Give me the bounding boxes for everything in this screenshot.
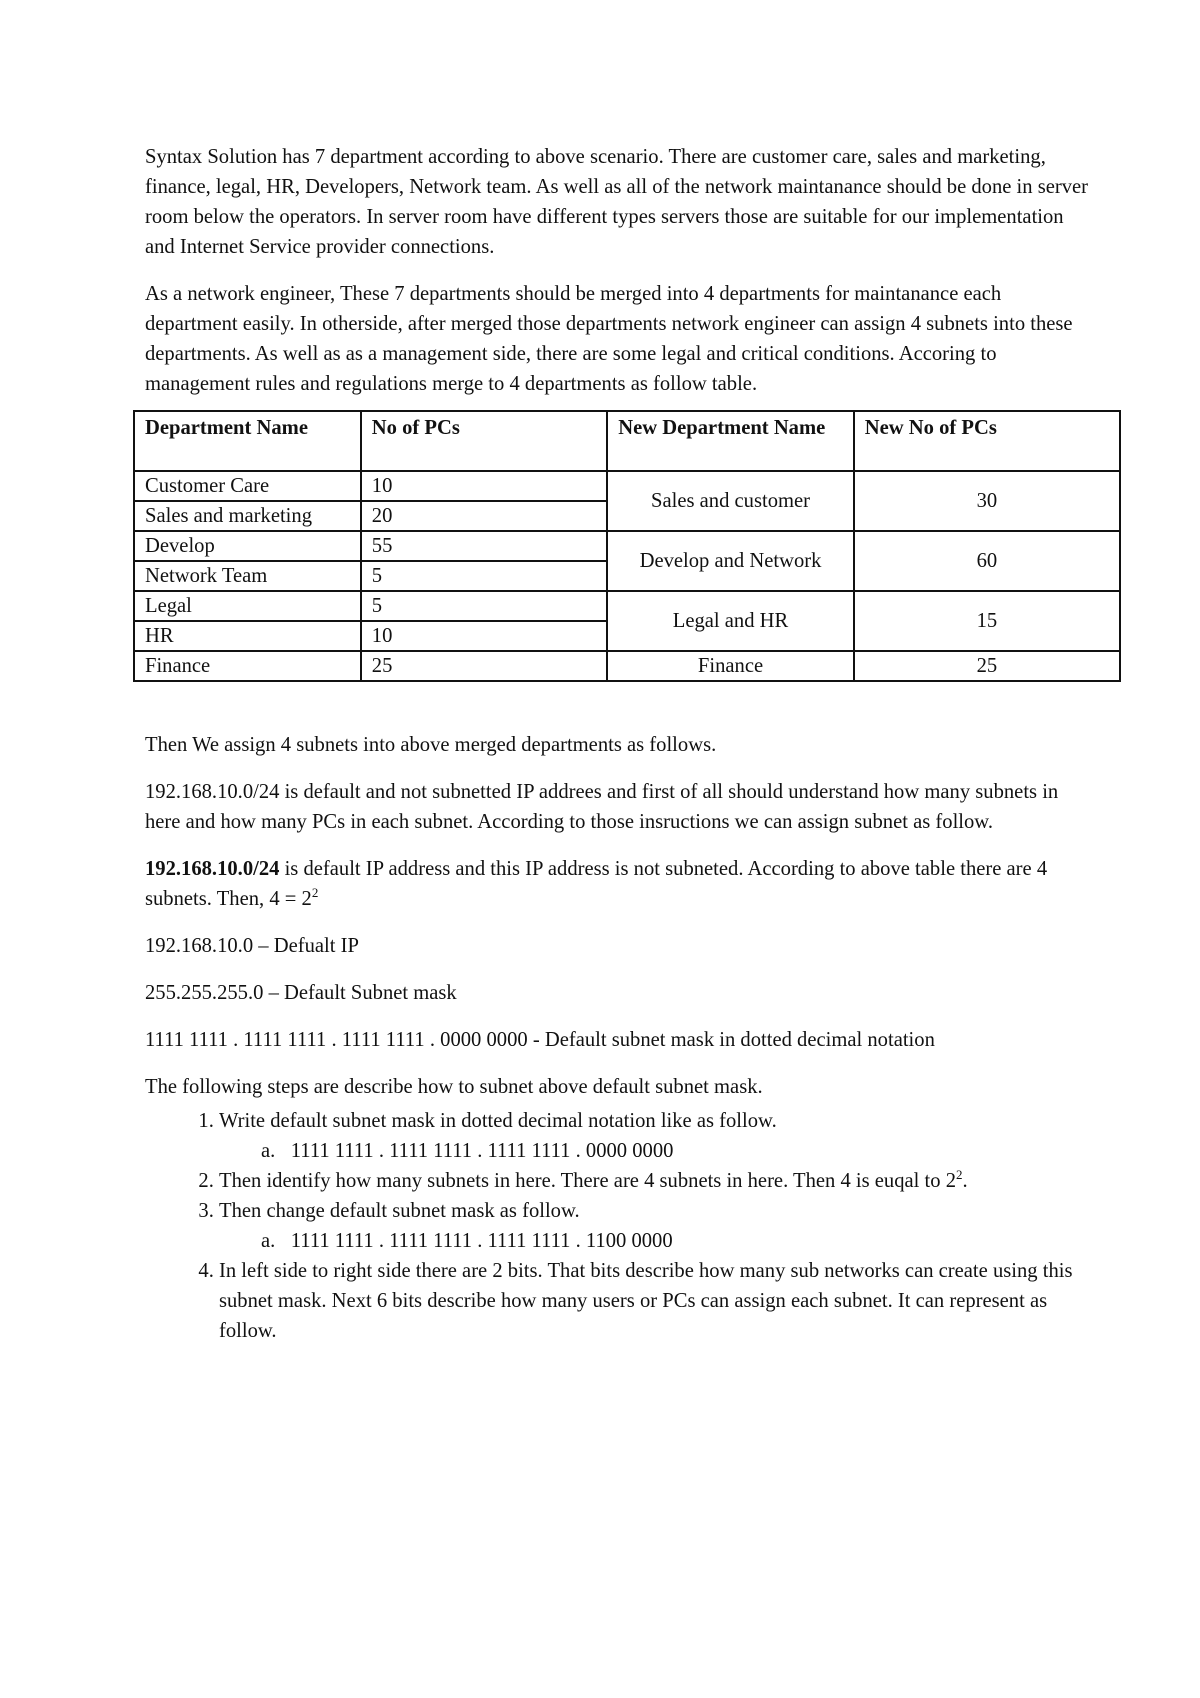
body-paragraph: 255.255.255.0 – Default Subnet mask <box>145 982 457 1004</box>
dept-pcs-cell: 20 <box>361 501 608 531</box>
table-header-cell: New No of PCs <box>854 411 1120 471</box>
sub-text: 1111 1111 . 1111 1111 . 1111 1111 . 1100 0000 <box>290 1230 673 1252</box>
table-header-cell: New Department Name <box>607 411 854 471</box>
step-text: In left side to right side there are 2 bits. That bits describe how many sub networks can create using this subnet mask. Next 6 bits describe how many users or PCs can assign each subnet. It can represent as follow. <box>219 1260 1073 1342</box>
dept-name-cell: Develop <box>134 531 361 561</box>
new-dept-name-cell: Sales and customer <box>607 471 854 531</box>
dept-name-cell: Network Team <box>134 561 361 591</box>
new-dept-name-cell: Develop and Network <box>607 531 854 591</box>
dept-name-cell: Sales and marketing <box>134 501 361 531</box>
body-paragraph: 192.168.10.0/24 is default and not subnetted IP addrees and first of all should understand how many subnets in here and how many PCs in each subnet. According to those insructions we can assign subnet as follow. <box>145 781 1059 833</box>
table-header-cell: Department Name <box>134 411 361 471</box>
new-dept-pcs-cell: 30 <box>854 471 1120 531</box>
table-header-row <box>134 411 1120 471</box>
dept-pcs-cell: 55 <box>361 531 608 561</box>
new-dept-pcs-cell: 15 <box>854 591 1120 651</box>
list-item <box>219 1106 1090 1166</box>
new-dept-name-cell: Finance <box>607 651 854 681</box>
step-text: Then identify how many subnets in here. There are 4 subnets in here. Then 4 is euqal to 2 <box>219 1170 956 1192</box>
dept-name-cell: Legal <box>134 591 361 621</box>
table-row <box>134 531 1120 561</box>
step-text: Write default subnet mask in dotted decimal notation like as follow. <box>219 1110 777 1132</box>
sub-list-item <box>261 1136 1090 1166</box>
sub-list <box>219 1226 1090 1256</box>
new-dept-pcs-cell: 60 <box>854 531 1120 591</box>
exponent: 2 <box>956 1167 963 1183</box>
dept-pcs-cell: 10 <box>361 471 608 501</box>
body-paragraph: Then We assign 4 subnets into above merged departments as follows. <box>145 734 717 756</box>
dept-pcs-cell: 5 <box>361 591 608 621</box>
dept-pcs-cell: 5 <box>361 561 608 591</box>
dept-pcs-cell: 10 <box>361 621 608 651</box>
steps-list <box>145 1106 1090 1346</box>
table-row <box>134 591 1120 621</box>
document-page <box>145 142 1090 1346</box>
intro-paragraph-1: Syntax Solution has 7 department according to above scenario. There are customer care, sales and marketing, finance, legal, HR, Developers, Network team. As well as all of the network maintanance should be done in server room below the operators. In server room have different types servers those are suitable for our implementation and Internet Service provider connections. <box>145 146 1089 258</box>
body-paragraph: The following steps are describe how to subnet above default subnet mask. <box>145 1076 763 1098</box>
step-text: Then change default subnet mask as follow. <box>219 1200 580 1222</box>
body-paragraph: 192.168.10.0 – Defualt IP <box>145 935 359 957</box>
list-item <box>219 1166 1090 1196</box>
dept-name-cell: HR <box>134 621 361 651</box>
paragraph-text: is default IP address and this IP address is not subneted. According to above table there are 4 subnets. Then, 4 = 2 <box>145 858 1048 910</box>
table-row <box>134 651 1120 681</box>
bold-ip: 192.168.10.0/24 <box>145 858 280 880</box>
department-table <box>133 410 1121 682</box>
sub-list <box>219 1136 1090 1166</box>
new-dept-pcs-cell: 25 <box>854 651 1120 681</box>
table-header-cell: No of PCs <box>361 411 608 471</box>
sub-marker: a. <box>261 1230 276 1252</box>
sub-text: 1111 1111 . 1111 1111 . 1111 1111 . 0000 0000 <box>290 1140 674 1162</box>
dept-name-cell: Customer Care <box>134 471 361 501</box>
intro-paragraph-2: As a network engineer, These 7 departments should be merged into 4 departments for maintanance each department easily. In otherside, after merged those departments network engineer can assign 4 subnets into these departments. As well as as a management side, there are some legal and critical conditions. Accoring to management rules and regulations merge to 4 departments as follow table. <box>145 283 1073 395</box>
list-item <box>219 1196 1090 1256</box>
exponent: 2 <box>311 885 319 901</box>
body-paragraph: 1111 1111 . 1111 1111 . 1111 1111 . 0000 0000 - Default subnet mask in dotted decimal notation <box>145 1029 935 1051</box>
dept-pcs-cell: 25 <box>361 651 608 681</box>
table-row <box>134 471 1120 501</box>
dept-name-cell: Finance <box>134 651 361 681</box>
new-dept-name-cell: Legal and HR <box>607 591 854 651</box>
spacer <box>145 682 1090 730</box>
step-text-end: . <box>962 1170 968 1192</box>
list-item <box>219 1256 1090 1346</box>
body-paragraph-default-ip <box>145 854 1090 914</box>
sub-marker: a. <box>261 1140 276 1162</box>
sub-list-item <box>261 1226 1090 1256</box>
